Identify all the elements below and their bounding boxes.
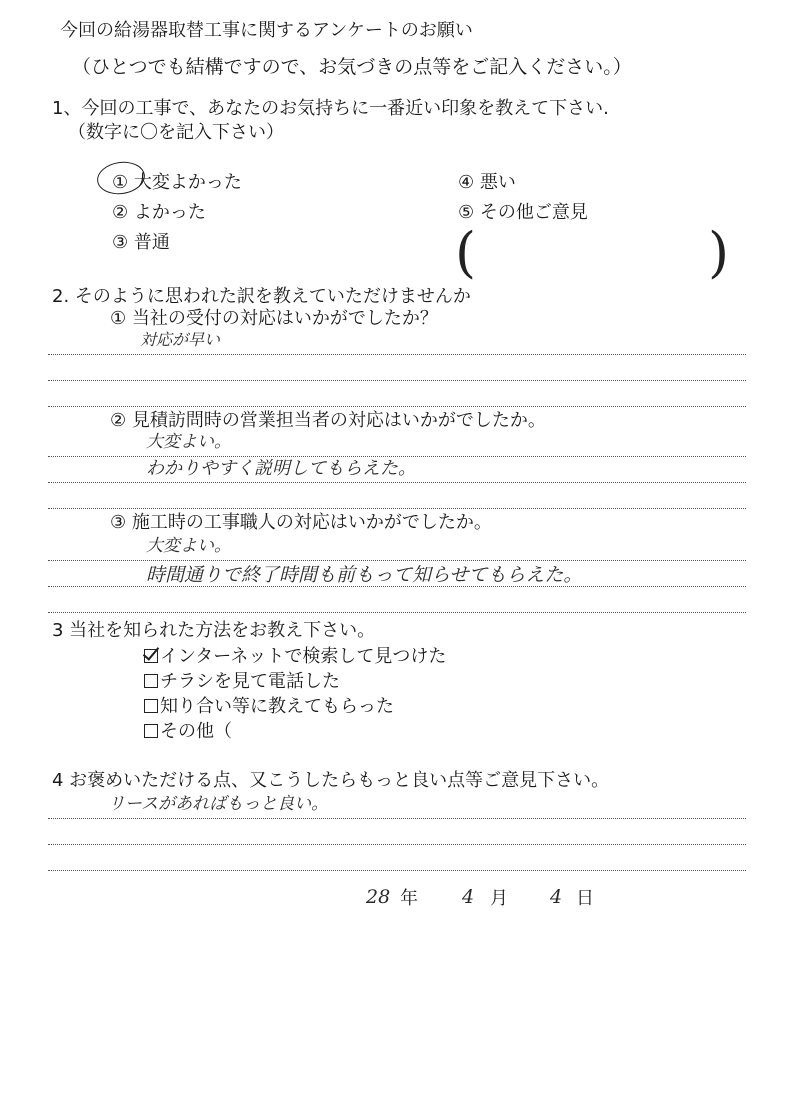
q1-option-3[interactable] — [112, 234, 170, 252]
q3-option-flyer-label: チラシを見て電話した — [160, 671, 340, 692]
q2-sub1-label: ① 当社の受付の対応はいかがでしたか？ — [110, 308, 438, 329]
q2-sub2-answer-1: 大変よい。 — [146, 432, 231, 452]
q1-other-paren-close: ) — [708, 221, 730, 284]
q1-option-1-num: ① — [112, 172, 129, 193]
q1-option-2-num: ② — [112, 202, 129, 223]
q4-answer: リースがあればもっと良い。 — [108, 794, 329, 814]
q3-question: 3 当社を知られた方法をお教え下さい。 — [52, 620, 376, 641]
answer-line — [48, 870, 746, 871]
q1-other-paren-open: ( — [455, 221, 477, 284]
q1-option-4[interactable] — [458, 174, 516, 192]
q2-sub3-answer-2: 時間通りで終了時間も前もって知らせてもらえた。 — [146, 564, 583, 586]
date-day-value: 4 — [550, 886, 563, 908]
answer-line — [48, 456, 746, 457]
date-month-value: 4 — [462, 886, 475, 908]
date-day-unit: 日 — [576, 888, 594, 909]
answer-line — [48, 482, 746, 483]
q1-option-2[interactable] — [112, 204, 206, 222]
answer-line — [48, 844, 746, 845]
checkbox-icon[interactable] — [144, 724, 158, 738]
q1-option-5-num: ⑤ — [458, 202, 475, 223]
q3-option-flyer[interactable] — [144, 673, 340, 691]
q2-question: 2. そのように思われた訳を教えていただけませんか — [52, 286, 471, 307]
q1-option-4-label: 悪い — [479, 172, 516, 193]
answer-line — [48, 586, 746, 587]
q2-sub1-answer-1: 対応が早い — [140, 330, 221, 349]
survey-title: 今回の給湯器取替工事に関するアンケートのお願い — [60, 20, 473, 41]
q1-option-1[interactable] — [112, 174, 242, 192]
q1-option-3-label: 普通 — [133, 232, 170, 253]
q1-option-4-num: ④ — [458, 172, 475, 193]
q1-option-5-label: その他ご意見 — [479, 202, 588, 223]
survey-subtitle: （ひとつでも結構ですので、お気づきの点等をご記入ください。） — [72, 56, 632, 78]
checkbox-icon[interactable] — [144, 699, 158, 713]
q3-option-referral-label: 知り合い等に教えてもらった — [160, 696, 394, 717]
date-year-unit: 年 — [400, 888, 418, 909]
q4-question: 4 お褒めいただける点、又こうしたらもっと良い点等ご意見下さい。 — [52, 770, 610, 791]
q1-option-5[interactable] — [458, 204, 588, 222]
q1-option-3-num: ③ — [112, 232, 129, 253]
date-month-unit: 月 — [490, 888, 508, 909]
q1-option-2-label: よかった — [133, 202, 206, 223]
q3-option-referral[interactable] — [144, 698, 394, 716]
answer-line — [48, 560, 746, 561]
answer-line — [48, 508, 746, 509]
checkbox-checked-icon[interactable] — [144, 649, 158, 663]
q2-sub3-label: ③ 施工時の工事職人の対応はいかがでしたか。 — [110, 512, 492, 533]
q1-instruction: （数字に〇を記入下さい） — [68, 122, 284, 143]
q3-option-internet[interactable] — [144, 648, 446, 666]
answer-line — [48, 380, 746, 381]
answer-line — [48, 406, 746, 407]
q2-sub2-answer-2: わかりやすく説明してもらえた。 — [146, 458, 416, 479]
q2-sub2-label: ② 見積訪問時の営業担当者の対応はいかがでしたか。 — [110, 410, 546, 431]
q3-option-other[interactable] — [144, 723, 232, 741]
q3-option-other-label: その他（ — [160, 721, 232, 742]
q3-option-internet-label: インターネットで検索して見つけた — [160, 646, 447, 667]
q1-question: 1、今回の工事で、あなたのお気持ちに一番近い印象を教えて下さい. — [52, 98, 609, 119]
answer-line — [48, 818, 746, 819]
q2-sub3-answer-1: 大変よい。 — [146, 536, 231, 556]
date-year-value: 28 — [366, 886, 391, 908]
q1-option-1-label: 大変よかった — [133, 172, 242, 193]
answer-line — [48, 354, 746, 355]
checkbox-icon[interactable] — [144, 674, 158, 688]
answer-line — [48, 612, 746, 613]
